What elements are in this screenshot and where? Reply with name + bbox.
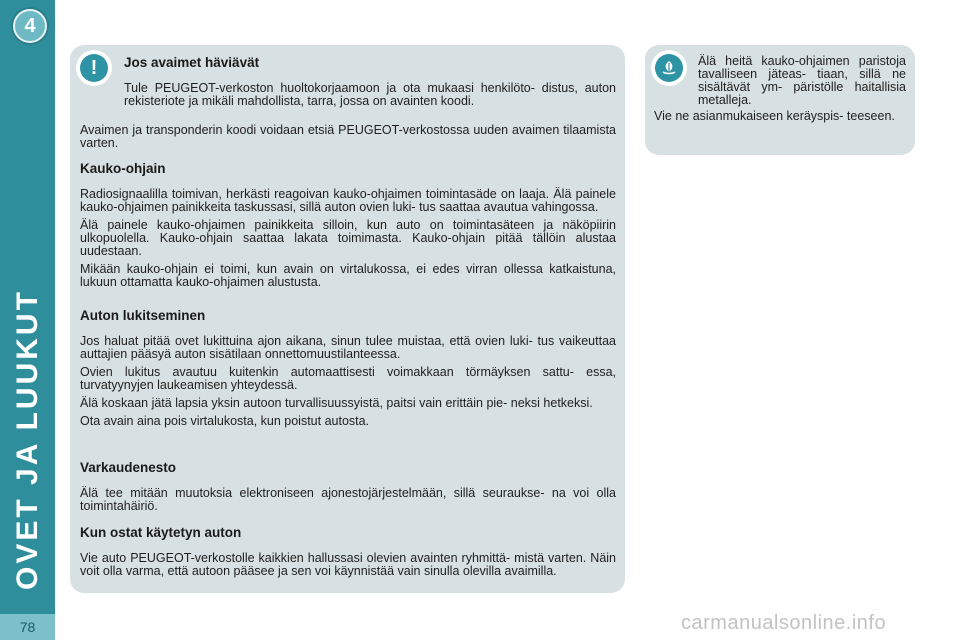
environment-note-body: Vie ne asianmukaiseen keräyspis- teeseen. bbox=[654, 109, 895, 123]
locking-paragraph-3: Älä koskaan jätä lapsia yksin autoon turvallisuussyistä, paitsi vain erittäin pie- neksi hetkeksi. bbox=[80, 396, 593, 410]
page-number: 78 bbox=[0, 614, 55, 640]
locking-section bbox=[80, 308, 616, 428]
theft-paragraph-1: Älä tee mitään muutoksia elektroniseen ajonestojärjestelmään, sillä seuraukse- na voi olla toimintahäiriö. bbox=[80, 486, 616, 513]
lost-keys-intro bbox=[124, 55, 616, 108]
recycling-leaf-icon bbox=[651, 50, 687, 86]
remote-paragraph-2: Älä painele kauko-ohjaimen painikkeita silloin, kun auto on toimintasäteen ja näköpiirin ulkopuolella. Kauko-ohjain saattaa lakata toimimasta. Kauko-ohjain pitää tällöin alustaa uudestaan. bbox=[80, 218, 616, 258]
section-title-remote: Kauko-ohjain bbox=[80, 161, 166, 176]
environment-note-lead: Älä heitä kauko-ohjaimen paristoja tavalliseen jäteas- tiaan, sillä ne sisältävät ym- päristölle haitallisia metalleja. bbox=[698, 54, 906, 107]
lost-keys-body-block bbox=[80, 124, 616, 150]
section-title-theft: Varkaudenesto bbox=[80, 460, 177, 475]
chapter-title: OVET JA LUUKUT bbox=[11, 289, 44, 590]
remote-paragraph-1: Radiosignaalilla toimivan, herkästi reagoivan kauko-ohjaimen toimintasäde on laaja. Älä painele kauko-ohjaimen painikkeita taskussasi, sillä auton ovien luki- tus saattaa avautua vahingossa. bbox=[80, 187, 616, 214]
remote-paragraph-3: Mikään kauko-ohjain ei toimi, kun avain on virtalukossa, ei edes virran ollessa katkaistuna, lukuun ottamatta kauko-ohjaimen alustusta. bbox=[80, 262, 616, 289]
remote-section bbox=[80, 161, 616, 289]
locking-paragraph-2: Ovien lukitus avautuu kuitenkin automaattisesti voimakkaan törmäyksen sattu- essa, turvatyynyjen laukeamisen yhteydessä. bbox=[80, 365, 616, 392]
used-car-section bbox=[80, 525, 616, 578]
section-title-lost-keys: Jos avaimet häviävät bbox=[124, 55, 260, 70]
section-title-locking: Auton lukitseminen bbox=[80, 308, 206, 323]
watermark: carmanualsonline.info bbox=[681, 612, 887, 634]
chapter-number-badge: 4 bbox=[13, 9, 47, 43]
section-title-used-car: Kun ostat käytetyn auton bbox=[80, 525, 242, 540]
used-car-paragraph-1: Vie auto PEUGEOT-verkostolle kaikkien hallussasi olevien avainten ryhmittä- mistä varten. Näin voit olla varma, että autoon pääsee ja sen voi käynnistää vain sinulla olevilla avaimilla. bbox=[80, 551, 616, 578]
lost-keys-body: Avaimen ja transponderin koodi voidaan etsiä PEUGEOT-verkostossa uuden avaimen tilaamista varten. bbox=[80, 123, 616, 150]
environment-note-body-block bbox=[654, 110, 906, 123]
locking-paragraph-4: Ota avain aina pois virtalukosta, kun poistut autosta. bbox=[80, 414, 370, 428]
theft-section bbox=[80, 460, 616, 513]
lost-keys-lead: Tule PEUGEOT-verkoston huoltokorjaamoon ja ota mukaasi henkilöto- distus, auton rekisteriote ja mikäli mahdollista, tarra, jossa on avainten koodi. bbox=[124, 81, 616, 108]
environment-note-lead-block bbox=[698, 55, 906, 107]
warning-exclamation-icon: ! bbox=[76, 50, 112, 86]
locking-paragraph-1: Jos haluat pitää ovet lukittuina ajon aikana, sinun tulee muistaa, että ovien luki- tus vaikeuttaa auttajien pääsyä auton sisätilaan onnettomuustilanteessa. bbox=[80, 334, 616, 361]
